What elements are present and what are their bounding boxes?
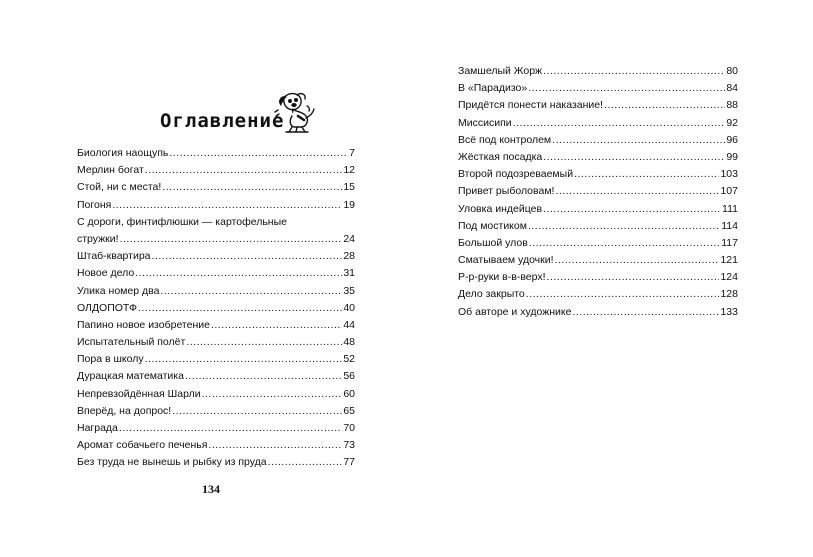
toc-left-column xyxy=(77,145,355,472)
toc-entry[interactable] xyxy=(458,63,738,80)
toc-entry-title: Стой, ни с места! xyxy=(77,181,162,194)
toc-entry-title: Всё под контролем xyxy=(458,133,552,146)
toc-entry-page: 70 xyxy=(343,422,355,434)
toc-entry-title: Об авторе и художнике xyxy=(458,305,572,318)
toc-entry[interactable] xyxy=(458,149,738,166)
toc-entry[interactable] xyxy=(77,351,355,368)
toc-dot-leader xyxy=(528,80,725,97)
toc-entry-title: В «Парадизо» xyxy=(458,82,528,95)
toc-entry[interactable] xyxy=(458,286,738,303)
toc-right-column xyxy=(458,63,738,321)
toc-entry[interactable] xyxy=(77,265,355,282)
toc-entry[interactable] xyxy=(77,283,355,300)
toc-entry-title: Погоня xyxy=(77,198,112,211)
toc-entry-page: 28 xyxy=(343,250,355,263)
toc-entry-first-line[interactable] xyxy=(77,214,355,231)
toc-dot-leader xyxy=(169,145,348,162)
toc-dot-leader xyxy=(162,179,342,196)
toc-entry-page: 128 xyxy=(720,288,738,301)
toc-entry-page: 111 xyxy=(722,202,738,215)
toc-entry[interactable] xyxy=(77,317,355,334)
toc-entry-title: Награда xyxy=(77,422,118,434)
toc-entry-page: 103 xyxy=(720,168,738,181)
toc-entry-page: 84 xyxy=(726,82,738,95)
toc-entry-title-continuation: стружки! xyxy=(77,232,119,245)
toc-dot-leader xyxy=(119,420,342,437)
toc-entry-page: 73 xyxy=(343,439,355,452)
toc-entry-title: ОЛДОПОТФ xyxy=(77,301,137,314)
toc-entry[interactable] xyxy=(77,386,355,403)
toc-entry-title: Придётся понести наказание! xyxy=(458,99,604,112)
toc-entry[interactable] xyxy=(77,248,355,265)
toc-entry-title: Вперёд, на допрос! xyxy=(77,404,172,417)
toc-entry-page: 52 xyxy=(343,353,355,366)
toc-entry-page: 133 xyxy=(720,305,738,318)
toc-entry[interactable] xyxy=(458,80,738,97)
toc-entry-title: Улика номер два xyxy=(77,284,160,297)
toc-entry[interactable] xyxy=(77,403,355,420)
toc-dot-leader xyxy=(152,248,343,265)
toc-entry-page: 107 xyxy=(720,185,738,198)
toc-dot-leader xyxy=(526,286,720,303)
toc-dot-leader xyxy=(543,63,725,80)
toc-dot-leader xyxy=(135,265,342,282)
toc-dot-leader xyxy=(145,351,343,368)
toc-entry-title: Миссисипи xyxy=(458,116,512,129)
toc-entry-title: Дурацкая математика xyxy=(77,370,184,383)
toc-entry[interactable] xyxy=(458,235,738,252)
toc-entry-page: 117 xyxy=(721,236,738,249)
toc-entry[interactable] xyxy=(77,334,355,351)
toc-entry[interactable] xyxy=(458,166,738,183)
toc-entry-page: 31 xyxy=(343,267,355,280)
toc-entry-page: 88 xyxy=(726,99,738,112)
toc-entry[interactable] xyxy=(458,201,738,218)
toc-dot-leader xyxy=(528,218,720,235)
toc-entry[interactable] xyxy=(77,231,355,248)
toc-entry[interactable] xyxy=(77,454,355,471)
toc-dot-leader xyxy=(160,283,342,300)
toc-dot-leader xyxy=(112,197,342,214)
toc-dot-leader xyxy=(120,231,343,248)
toc-dot-leader xyxy=(172,403,342,420)
toc-entry-page: 56 xyxy=(343,370,355,383)
toc-entry[interactable] xyxy=(77,179,355,196)
toc-dot-leader xyxy=(513,115,726,132)
toc-entry[interactable] xyxy=(458,252,738,269)
toc-entry[interactable] xyxy=(458,304,738,321)
toc-entry-page: 19 xyxy=(343,198,355,211)
toc-entry-page: 48 xyxy=(343,336,355,349)
toc-entry-page: 99 xyxy=(726,150,738,163)
toc-entry[interactable] xyxy=(77,368,355,385)
toc-entry[interactable] xyxy=(77,420,355,437)
heading-block xyxy=(160,88,330,138)
toc-entry-page: 121 xyxy=(720,254,738,267)
toc-entry[interactable] xyxy=(77,145,355,162)
toc-entry[interactable] xyxy=(458,115,738,132)
toc-entry-page: 15 xyxy=(343,181,355,194)
toc-entry-title: Аромат собачьего печенья xyxy=(77,439,208,452)
toc-dot-leader xyxy=(543,201,721,218)
toc-entry-title: Без труда не вынешь и рыбку из пруда xyxy=(77,456,267,469)
toc-entry[interactable] xyxy=(458,132,738,149)
toc-entry-page: 12 xyxy=(343,164,355,177)
toc-dot-leader xyxy=(211,317,342,334)
page-title: Оглавление xyxy=(160,110,285,132)
toc-dot-leader xyxy=(555,252,720,269)
toc-dot-leader xyxy=(185,368,342,385)
toc-entry-title: Сматываем удочки! xyxy=(458,254,554,267)
toc-entry[interactable] xyxy=(458,97,738,114)
toc-entry-page: 77 xyxy=(343,456,355,469)
toc-entry[interactable] xyxy=(77,162,355,179)
toc-dot-leader xyxy=(208,437,342,454)
toc-dot-leader xyxy=(138,300,342,317)
toc-entry-title: Пора в школу xyxy=(77,353,144,366)
toc-entry-title: Биология наощупь xyxy=(77,147,169,159)
toc-entry-title: Новое дело xyxy=(77,267,135,280)
toc-dot-leader xyxy=(186,334,342,351)
toc-entry-page: 65 xyxy=(343,404,355,417)
toc-entry-page: 7 xyxy=(349,147,355,159)
toc-entry-title: С дороги, финтифлюшки — картофельные xyxy=(77,215,287,228)
toc-dot-leader xyxy=(547,269,720,286)
toc-entry[interactable] xyxy=(77,437,355,454)
toc-entry[interactable] xyxy=(458,218,738,235)
toc-entry-title: Второй подозреваемый xyxy=(458,168,574,181)
toc-dot-leader xyxy=(202,386,343,403)
toc-entry-title: Большой улов xyxy=(458,236,528,249)
toc-entry-title: Привет рыболовам! xyxy=(458,185,555,198)
toc-entry-title: Штаб-квартира xyxy=(77,250,151,263)
toc-entry-title: Р-р-руки в-в-верх! xyxy=(458,271,546,284)
toc-entry-title: Дело закрыто xyxy=(458,288,525,301)
toc-entry-title: Жёсткая посадка xyxy=(458,150,543,163)
toc-entry-page: 35 xyxy=(343,284,355,297)
toc-entry-title: Непревзойдённая Шарли xyxy=(77,387,201,400)
toc-dot-leader xyxy=(529,235,720,252)
toc-entry-title: Уловка индейцев xyxy=(458,202,543,215)
toc-dot-leader xyxy=(543,149,725,166)
toc-entry-page: 92 xyxy=(726,116,738,129)
toc-dot-leader xyxy=(552,132,725,149)
toc-entry[interactable] xyxy=(77,300,355,317)
toc-entry-title: Замшелый Жорж xyxy=(458,65,543,77)
toc-entry-page: 96 xyxy=(726,133,738,146)
toc-entry-page: 124 xyxy=(720,271,738,284)
toc-dot-leader xyxy=(574,166,719,183)
dog-illustration-icon xyxy=(272,88,320,136)
toc-dot-leader xyxy=(604,97,725,114)
toc-entry-title: Папино новое изобретение xyxy=(77,318,210,331)
toc-entry-page: 80 xyxy=(726,65,738,77)
toc-entry[interactable] xyxy=(458,183,738,200)
toc-dot-leader xyxy=(572,304,719,321)
toc-entry-page: 60 xyxy=(343,387,355,400)
toc-entry-title: Мерлин богат xyxy=(77,164,144,177)
toc-entry[interactable] xyxy=(77,197,355,214)
toc-entry-page: 24 xyxy=(343,232,355,245)
toc-entry-page: 114 xyxy=(721,219,738,232)
toc-dot-leader xyxy=(555,183,719,200)
toc-dot-leader xyxy=(145,162,343,179)
toc-dot-leader xyxy=(268,454,343,471)
toc-entry-page: 40 xyxy=(343,301,355,314)
toc-entry-page: 44 xyxy=(343,318,355,331)
page-number: 134 xyxy=(202,482,220,496)
toc-entry-title: Под мостиком xyxy=(458,219,527,232)
toc-entry[interactable] xyxy=(458,269,738,286)
toc-entry-title: Испытательный полёт xyxy=(77,336,186,349)
